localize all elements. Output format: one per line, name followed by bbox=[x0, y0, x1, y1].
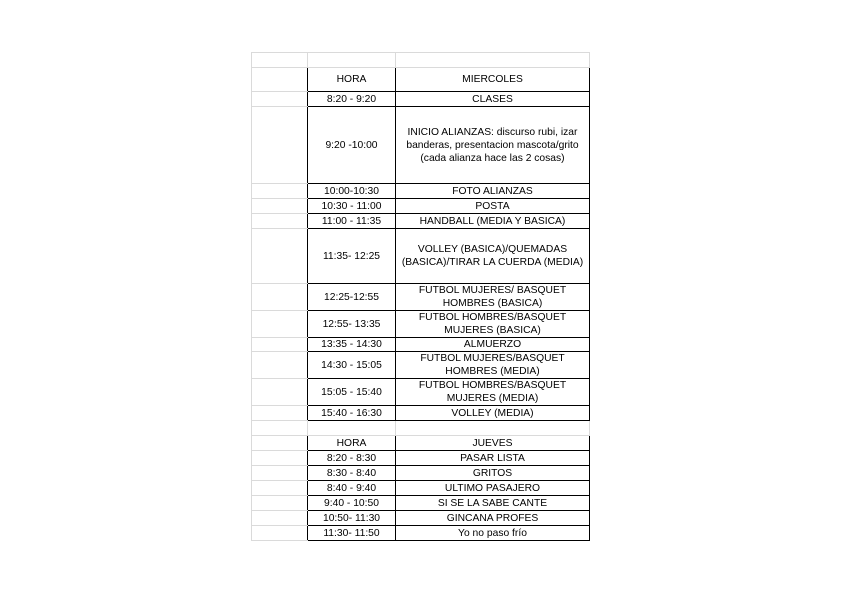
row-header-cell[interactable] bbox=[252, 229, 308, 284]
activity-cell[interactable]: FUTBOL HOMBRES/BASQUET MUJERES (MEDIA) bbox=[396, 379, 590, 406]
time-cell[interactable]: 9:20 -10:00 bbox=[308, 107, 396, 184]
row-header-cell[interactable] bbox=[252, 311, 308, 338]
row-header-cell[interactable] bbox=[252, 496, 308, 511]
row-header-cell[interactable] bbox=[252, 284, 308, 311]
hora-header[interactable]: HORA bbox=[308, 436, 396, 451]
time-cell[interactable]: 15:05 - 15:40 bbox=[308, 379, 396, 406]
activity-cell[interactable]: HANDBALL (MEDIA Y BASICA) bbox=[396, 214, 590, 229]
table-row bbox=[252, 496, 590, 511]
activity-cell[interactable]: VOLLEY (MEDIA) bbox=[396, 406, 590, 421]
activity-cell[interactable]: VOLLEY (BASICA)/QUEMADAS (BASICA)/TIRAR LA CUERDA (MEDIA) bbox=[396, 229, 590, 284]
time-cell[interactable]: 14:30 - 15:05 bbox=[308, 352, 396, 379]
activity-cell[interactable]: INICIO ALIANZAS: discurso rubi, izar banderas, presentacion mascota/grito (cada alianza hace las 2 cosas) bbox=[396, 107, 590, 184]
day-header[interactable]: MIERCOLES bbox=[396, 68, 590, 92]
activity-cell[interactable]: FUTBOL MUJERES/BASQUET HOMBRES (MEDIA) bbox=[396, 352, 590, 379]
table-row bbox=[252, 199, 590, 214]
activity-cell[interactable]: FOTO ALIANZAS bbox=[396, 184, 590, 199]
activity-cell[interactable]: ULTIMO PASAJERO bbox=[396, 481, 590, 496]
time-cell[interactable]: 10:30 - 11:00 bbox=[308, 199, 396, 214]
empty-row bbox=[252, 53, 590, 68]
table-row bbox=[252, 92, 590, 107]
table-row bbox=[252, 481, 590, 496]
row-header-cell[interactable] bbox=[252, 338, 308, 352]
time-cell[interactable]: 12:25-12:55 bbox=[308, 284, 396, 311]
empty-cell[interactable] bbox=[396, 53, 590, 68]
time-cell[interactable]: 8:20 - 9:20 bbox=[308, 92, 396, 107]
time-cell[interactable]: 13:35 - 14:30 bbox=[308, 338, 396, 352]
time-cell[interactable]: 15:40 - 16:30 bbox=[308, 406, 396, 421]
table-header-row bbox=[252, 436, 590, 451]
row-header-cell[interactable] bbox=[252, 451, 308, 466]
time-cell[interactable]: 11:30- 11:50 bbox=[308, 526, 396, 541]
empty-cell[interactable] bbox=[308, 421, 396, 436]
row-header-cell[interactable] bbox=[252, 526, 308, 541]
table-row bbox=[252, 451, 590, 466]
table-row bbox=[252, 229, 590, 284]
table-row bbox=[252, 311, 590, 338]
row-header-cell[interactable] bbox=[252, 379, 308, 406]
row-header-cell[interactable] bbox=[252, 184, 308, 199]
table-header-row bbox=[252, 68, 590, 92]
hora-header[interactable]: HORA bbox=[308, 68, 396, 92]
table-row bbox=[252, 406, 590, 421]
table-row bbox=[252, 511, 590, 526]
empty-cell[interactable] bbox=[252, 53, 308, 68]
table-row bbox=[252, 184, 590, 199]
time-cell[interactable]: 8:30 - 8:40 bbox=[308, 466, 396, 481]
table-row bbox=[252, 107, 590, 184]
row-header-cell[interactable] bbox=[252, 466, 308, 481]
time-cell[interactable]: 12:55- 13:35 bbox=[308, 311, 396, 338]
day-header[interactable]: JUEVES bbox=[396, 436, 590, 451]
activity-cell[interactable]: PASAR LISTA bbox=[396, 451, 590, 466]
row-header-cell[interactable] bbox=[252, 92, 308, 107]
activity-cell[interactable]: CLASES bbox=[396, 92, 590, 107]
row-header-cell[interactable] bbox=[252, 68, 308, 92]
time-cell[interactable]: 8:40 - 9:40 bbox=[308, 481, 396, 496]
empty-row bbox=[252, 421, 590, 436]
table-row bbox=[252, 526, 590, 541]
table-row bbox=[252, 214, 590, 229]
row-header-cell[interactable] bbox=[252, 436, 308, 451]
activity-cell[interactable]: GINCANA PROFES bbox=[396, 511, 590, 526]
time-cell[interactable]: 9:40 - 10:50 bbox=[308, 496, 396, 511]
empty-cell[interactable] bbox=[396, 421, 590, 436]
row-header-cell[interactable] bbox=[252, 214, 308, 229]
empty-cell[interactable] bbox=[308, 53, 396, 68]
activity-cell[interactable]: POSTA bbox=[396, 199, 590, 214]
activity-cell[interactable]: FUTBOL HOMBRES/BASQUET MUJERES (BASICA) bbox=[396, 311, 590, 338]
empty-cell[interactable] bbox=[252, 421, 308, 436]
table-row bbox=[252, 379, 590, 406]
time-cell[interactable]: 11:00 - 11:35 bbox=[308, 214, 396, 229]
time-cell[interactable]: 10:00-10:30 bbox=[308, 184, 396, 199]
table-row bbox=[252, 466, 590, 481]
activity-cell[interactable]: GRITOS bbox=[396, 466, 590, 481]
activity-cell[interactable]: Yo no paso frío bbox=[396, 526, 590, 541]
row-header-cell[interactable] bbox=[252, 107, 308, 184]
activity-cell[interactable]: ALMUERZO bbox=[396, 338, 590, 352]
table-row bbox=[252, 284, 590, 311]
activity-cell[interactable]: FUTBOL MUJERES/ BASQUET HOMBRES (BASICA) bbox=[396, 284, 590, 311]
row-header-cell[interactable] bbox=[252, 199, 308, 214]
row-header-cell[interactable] bbox=[252, 406, 308, 421]
time-cell[interactable]: 10:50- 11:30 bbox=[308, 511, 396, 526]
time-cell[interactable]: 8:20 - 8:30 bbox=[308, 451, 396, 466]
row-header-cell[interactable] bbox=[252, 511, 308, 526]
schedule-sheet bbox=[251, 52, 590, 541]
table-row bbox=[252, 352, 590, 379]
table-row bbox=[252, 338, 590, 352]
time-cell[interactable]: 11:35- 12:25 bbox=[308, 229, 396, 284]
row-header-cell[interactable] bbox=[252, 352, 308, 379]
activity-cell[interactable]: SI SE LA SABE CANTE bbox=[396, 496, 590, 511]
row-header-cell[interactable] bbox=[252, 481, 308, 496]
